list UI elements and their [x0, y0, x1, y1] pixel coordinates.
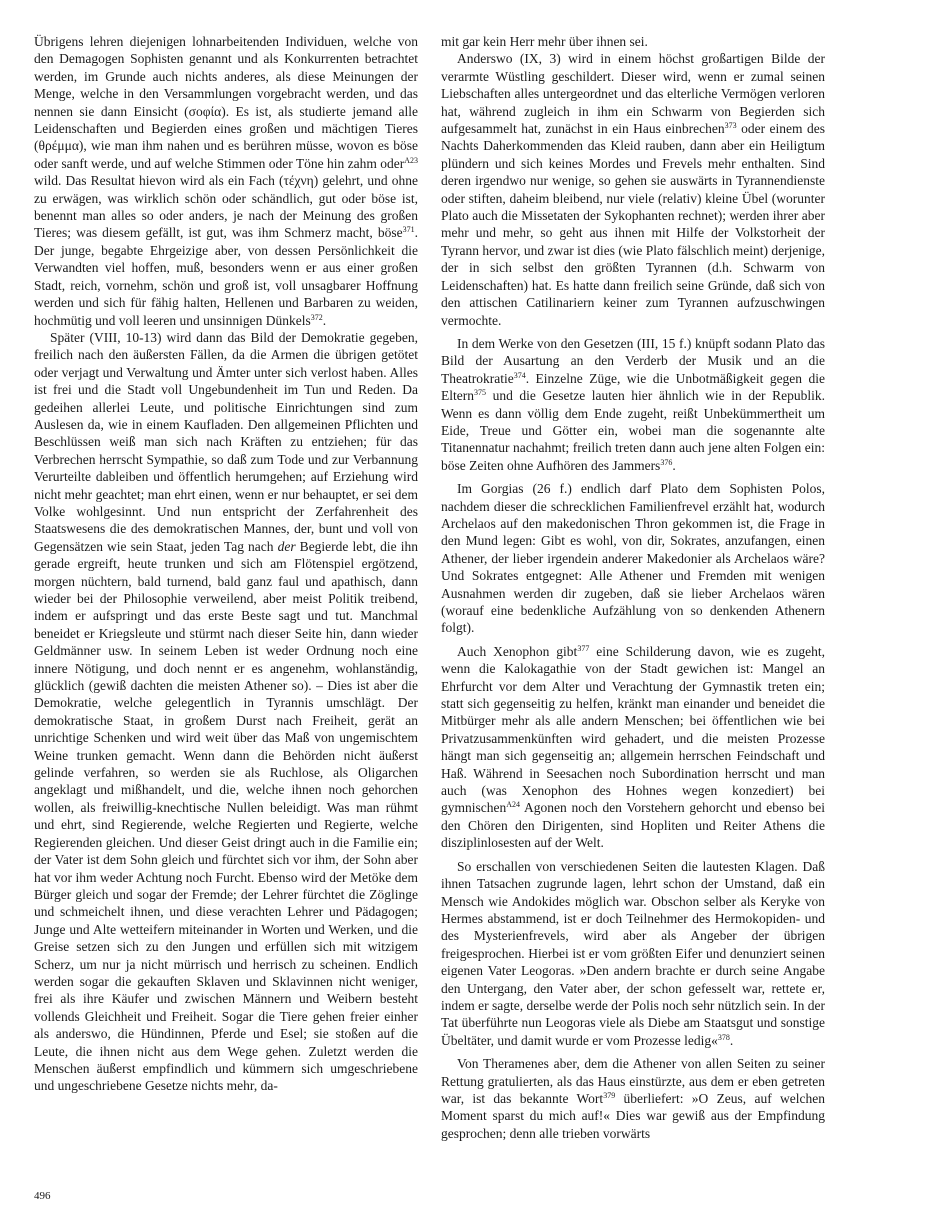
footnote-marker: 371 — [402, 225, 415, 235]
footnote-marker: 378 — [717, 1032, 730, 1042]
footnote-marker: 375 — [474, 388, 486, 398]
annotation-marker: A23 — [404, 155, 418, 165]
paragraph: Im Gorgias (26 f.) endlich darf Plato dem Sophisten Polos, nachdem dieser die schrecklichen Familienfrevel erzählt hat, wodurch Archelaos auf den makedonischen Thron gekommen ist, die Frage in den Mund legen: Gibt es wohl, von dir, Sokrates, anzufangen, einen Athener, der lieber irgendein anderer Makedonier als Archelaos wäre? Und Sokrates entgegnet: Alle Athener und Fremden mit wenigen Ausnahmen werden dir zugeben, daß sie lieber Archelaos wären (worauf eine bedenkliche Aufzählung von so denkenden Athenern folgt). — [441, 481, 825, 636]
paragraph: Von Theramenes aber, dem die Athener von allen Seiten zu seiner Rettung gratulierten, als das Haus einstürzte, aus dem er eben getreten war, ist das bekannte Wort$^{379}$ überliefert: »O Zeus, auf welchen Moment sparst du mich auf!« Dies war gewiß aus der Empfindung gesprochen; denn alle trieben vorwärts — [441, 1056, 826, 1141]
paragraph: In dem Werke von den Gesetzen (III, 15 f.) knüpft sodann Plato das Bild der Ausartung an den Verderb der Musik und an die Theatrokratie$^{374}$. Einzelne Züge, wie die Unbotmäßigkeit gegen die Eltern$^{375}$ und die Gesetze lauten hier ähnlich wie in der Republik. Wenn es dann völlig dem Ende zugeht, reißt Unbekümmertheit um Eide, Treue und Götter ein, wobei man die sogenannte alte Titanennatur nachahmt; freilich treten dann auch jene alten Folgen ein: böse Zeiten ohne Aufhören des Jammers$^{376}$. — [441, 335, 825, 473]
paragraph: So erschallen von verschiedenen Seiten die lautesten Klagen. Daß ihnen Tatsachen zugrunde lagen, lehrt schon der Umstand, daß ein Mensch wie Andokides möglich war. Obschon selber als Keryke von Hermes abstammend, ist er doch Teilnehmer des Hermokopiden- und des Mysterienfrevels, wird aber als Angeber der übrigen freigesprochen. Hierbei ist er vom größten Eifer und denunziert seinen eigenen Vater Leogoras. »Den andern brachte er durch seine Angabe den Untergang, den Vater aber, der schon gefesselt war, rettete er, indem er sagte, derselbe werde der Polis noch sehr nützlich sein. In der Tat überführte nun Leogoras viele als Diebe am Staatsgut und sonstige Übeltäter, und damit wurde er vom Prozesse ledig«$^{378}$. — [441, 858, 825, 1048]
paragraph: Auch Xenophon gibt$^{377}$ eine Schilderung davon, wie es zugeht, wenn die Kalokagathie von der Stadt gewichen ist: Mangel an Ehrfurcht vor dem Alter und Verachtung der Gymnastik treten ein; statt sich gegenseitig zu helfen, kränkt man einander und beneidet die Mitbürger mehr als alle andern Menschen; bei öffentlichen wie bei Privatzusammenkünften wird gehadert, und die meisten Prozesse hängt man sich gegenseitig an; allgemein herrschen Feindschaft und Haß. Während in Seesachen noch Subordination herrscht und man auch (was Xenophon des Hohnes wegen konzediert) bei gymnischen$^{A24}$ Agonen noch den Vorstehern gehorcht und ebenso bei den Chören den Dirigenten, sind Hopliten und Reiter Athens die disziplinlosesten auf der Welt. — [441, 643, 825, 851]
page-number: 496 — [34, 1190, 51, 1202]
emphasis: der — [277, 538, 296, 554]
footnote-marker: 373 — [724, 121, 737, 131]
paragraph: Später (VIII, 10-13) wird dann das Bild der Demokratie gegeben, freilich nach den äußersten Fällen, da die Armen die übrigen getötet oder verjagt und Verwaltung und Ämter unter sich verlost haben. Alles ist frei und die Stadt voll Ungebundenheit im Tun und Reden. Da gedeihen allerlei Leute, und politische Einrichtungen sind zum Auslesen da, wie in einem Kaufladen. Den allgemeinen Pflichten und Beschlüssen weiß man sich nach Kräften zu entziehen; für das Verbrechen herrscht Sympathie, so daß zum Tode und zur Verbannung Verurteilte dableiben und öffentlich herumgehen; auf Erziehung wird nicht mehr geachtet; man ehrt einen, wenn er nur behauptet, er sei dem Volke wohlgesinnt. Und nun entspricht der Zerfahrenheit des Staatswesens die des demokratischen Mannes, der, bunt und voll von Gegensätzen wie sein Staat, jeden Tag nach der Begierde lebt, die ihn gerade ergreift, heute trunken und sich am Flötenspiel ergötzend, morgen nüchtern, bald turnend, bald ganz faul und apathisch, dann wieder bei der Philosophie verweilend, aber meist Politik treibend, indem er aufspringt und das erste Beste sagt und tut. Manchmal beneidet er Kriegsleute und stürmt nach dieser Seite hin, dann wieder Geldmänner usw. In seinem Leben ist weder Ordnung noch eine innere Nötigung, und doch nennt er es angenehm, wohlanständig, glücklich (gewiß dachten die meisten Athener so). – Dies ist aber die Demokratie, welche gelegentlich in Tyrannis umschlägt. Der demokratische Staat, in großem Durst nach Freiheit, gerät an unrichtige Schenken und wird weit über das Maß von ungemischtem Weine trunken gemacht. Wenn dann die Behörden nicht äußerst gelinde verfahren, so werden sie als Ruchlose, als Oligarchen angeklagt und mißhandelt, und die, welche ihnen noch gehorchen wollen, als freiwillig-knechtische Nullen beleidigt. Was man rühmt und ehrt, sind Regierende, welche Regierten und Regierte, welche Regierenden gleichen. Und dieser Geist dringt auch in die Familie ein; der Vater ist dem Sohn gleich und fürchtet sich vor ihm, der Sohn aber hat vor ihm weder Achtung noch Furcht. Ebenso wird der Metöke dem Bürger gleich und sogar der Fremde; der Lehrer fürchtet die Zöglinge und schmeichelt ihnen, und diese verachten Lehrer und Pädagogen; Junge und Alte wetteifern miteinander in Worten und Werken, und die Greise setzen sich zu den Jungen und erfüllen sich mit witzigem Scherz, um nur ja nicht mürrisch und herrisch zu scheinen. Endlich werden sogar die gekauften Sklaven und Sklavinnen nicht weniger, frei als ihre Käufer und zwischen Männern und Weibern besteht vollends Gleichheit und Freiheit. Sogar die Tiere gehen freier einher als anderswo, die Hündinnen, Pferde und Esel; sie stoßen auf die Leute, die ihnen nicht aus dem Wege gehen. Zuletzt werden die Menschen äußerst empfindlich und kümmern sich umgeschriebene und ungeschriebene Gesetze nichts mehr, da- — [34, 329, 418, 1094]
paragraph: Übrigens lehren diejenigen lohnarbeitenden Individuen, welche von den Demagogen Sophisten genannt und als Konkurrenten betrachtet werden, im Grunde auch nichts anderes, als diese Meinungen der Menge, welche in den Versammlungen vorgebracht werden, und das nennen sie dann Einsicht (σοφία). Es ist, als studierte jemand alle Leidenschaften und Begierden eines großen und mächtigen Tieres (θρέμμα), wie man ihm nahen und es berühren müsse, wovon es böse oder sanft werde, und auf welche Stimmen oder Töne hin zahm oder$^{A23}$ wild. Das Resultat hievon wird als ein Fach (τέχνη) gelehrt, und ohne zu erwägen, was wirklich schön oder schändlich, gut oder böse ist, benennt man alles so oder anders, je nach der Meinung des großen Tieres; was diesem gefällt, ist gut, was ihm Schmerz macht, böse$^{371}$. Der junge, begabte Ehrgeizige aber, von dessen Persönlichkeit die Verwandten viel hoffen, muß, besonders wenn er aus einer großen Stadt, reich, vornehm, schön und groß ist, voll unsagbarer Hoffnung werden und sich für fähig halten, Hellenen und Barbaren zu weiden, hochmütig und voll leeren und unsinnigen Dünkels$^{372}$. — [34, 34, 418, 328]
footnote-marker: 377 — [577, 643, 590, 653]
right-column — [441, 33, 825, 1142]
paragraph: mit gar kein Herr mehr über ihnen sei. — [441, 34, 648, 49]
footnote-marker: 372 — [310, 312, 323, 322]
paragraph: Anderswo (IX, 3) wird in einem höchst großartigen Bilde der verarmte Wüstling geschildert. Dieser wird, wenn er zumal seinen Liebschaften alles untergeordnet und das elterliche Vermögen verloren hat, während zugleich in ihm ein Schwarm von Begierden sich aufgesammelt hat, zunächst in ein Haus einbrechen$^{373}$ oder einem des Nachts Daherkommenden das Kleid rauben, dann aber ein Heiligtum plündern und sich keines Mordes und Frevels mehr enthalten. Sind deren irgendwo nur wenige, so gehen sie auswärts in Tyrannendienste oder stiften, daheim bleibend, nur viele (relativ) kleine Übel (worunter Plato auch die Missetaten der Sykophanten rechnet); werden ihrer aber mehr und mehr, so geht aus ihnen mit Hilfe der Volkstorheit der Tyrann hervor, und zwar ist dies (wie Plato fälschlich meint) derjenige, der in sich selbst den größten Tyrannen (d.h. Schwarm von Leidenschaften) hat. Es hatte dann freilich seine Gründe, daß sich von den attischen Catilinariern keiner zum Tyrannen aufzuschwingen vermochte. — [441, 51, 825, 328]
footnote-marker: 376 — [660, 457, 673, 467]
annotation-marker: A24 — [506, 800, 521, 810]
footnote-marker: 379 — [603, 1090, 616, 1100]
footnote-marker: 374 — [513, 370, 526, 380]
left-column — [34, 33, 418, 1095]
book-page — [34, 33, 826, 1202]
